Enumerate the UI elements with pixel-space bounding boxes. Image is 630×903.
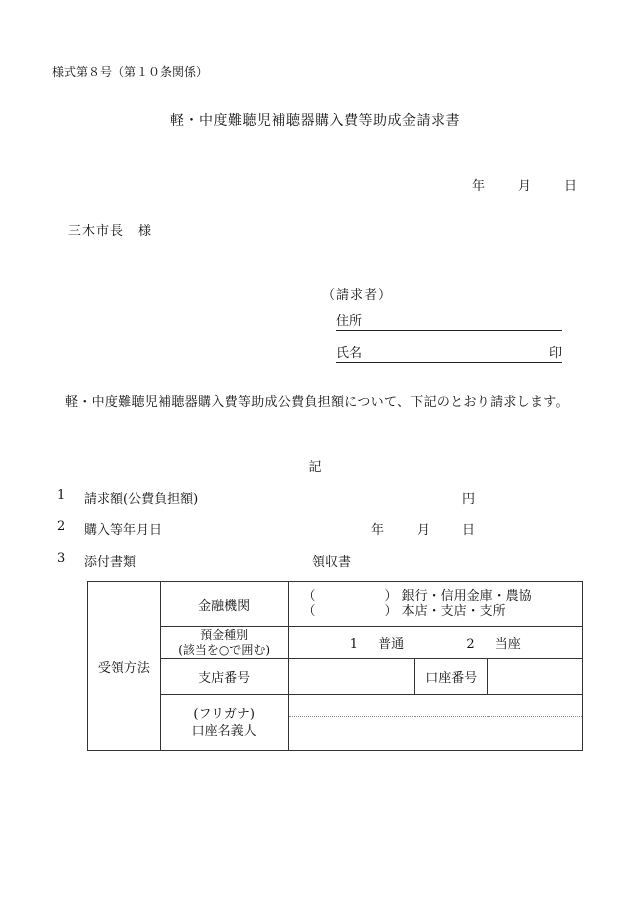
item-2-number: 2: [57, 519, 66, 534]
branch-type-options: 本店・支店・支所: [401, 604, 506, 619]
item-2-label: 購入等年月日: [84, 523, 163, 538]
account-holder-field[interactable]: [288, 717, 582, 751]
name-field[interactable]: [336, 345, 562, 363]
institution-line2-open: （: [302, 604, 316, 619]
institution-line1-open: （: [302, 589, 316, 604]
address-field[interactable]: [336, 313, 562, 331]
receive-method-label: 受領方法: [88, 582, 161, 751]
deposit-type-field[interactable]: [288, 627, 582, 659]
date-day-label: 日: [564, 179, 578, 194]
branch-number-label: 支店番号: [160, 659, 288, 695]
institution-field[interactable]: [288, 582, 582, 627]
account-number-label: 口座番号: [415, 659, 488, 695]
item-2-day: 日: [462, 523, 476, 538]
account-holder-label: 口座名義人: [191, 723, 257, 739]
ki-heading: 記: [308, 460, 322, 475]
furigana-field[interactable]: [288, 695, 582, 717]
deposit-option-2-label: 当座: [494, 637, 521, 652]
item-1-label: 請求額(公費負担額): [84, 492, 199, 507]
item-2-year: 年: [371, 523, 385, 538]
institution-line1-close: ）: [384, 589, 398, 604]
deposit-type-note: (該当を○で囲む): [178, 642, 271, 657]
bank-info-table: [87, 581, 583, 751]
date-year-label: 年: [472, 179, 486, 194]
deposit-type-label-cell: [160, 627, 288, 659]
item-3-value: 領収書: [312, 555, 352, 570]
institution-type-options: 銀行・信用金庫・農協: [401, 589, 532, 604]
address-label: 住所: [336, 314, 363, 329]
page-title: 軽・中度難聴児補聴器購入費等助成金請求書: [170, 113, 460, 129]
item-2-month: 月: [417, 523, 431, 538]
deposit-option-1-number: 1: [349, 637, 359, 652]
item-1-yen: 円: [462, 492, 476, 507]
deposit-option-2-number: 2: [466, 637, 475, 652]
form-number: 様式第８号（第１０条関係）: [52, 65, 209, 79]
furigana-label: (フリガナ): [193, 706, 255, 722]
name-label: 氏名: [336, 346, 363, 361]
addressee: 三木市長 様: [68, 224, 153, 239]
item-3-label: 添付書類: [84, 555, 137, 570]
deposit-type-label: 預金種別: [200, 627, 249, 642]
date-month-label: 月: [518, 179, 532, 194]
institution-label: 金融機関: [160, 582, 288, 627]
body-text: 軽・中度難聴児補聴器購入費等助成公費負担額について、下記のとおり請求します。: [65, 395, 569, 410]
account-holder-label-cell: [160, 695, 288, 751]
account-number-field[interactable]: [488, 659, 583, 695]
branch-number-field[interactable]: [288, 659, 415, 695]
item-3-number: 3: [57, 551, 66, 566]
deposit-option-1-label: 普通: [378, 637, 405, 652]
requester-heading: （請求者）: [322, 288, 393, 303]
seal-mark: 印: [548, 346, 562, 361]
item-1-number: 1: [57, 488, 66, 503]
institution-line2-close: ）: [384, 604, 398, 619]
